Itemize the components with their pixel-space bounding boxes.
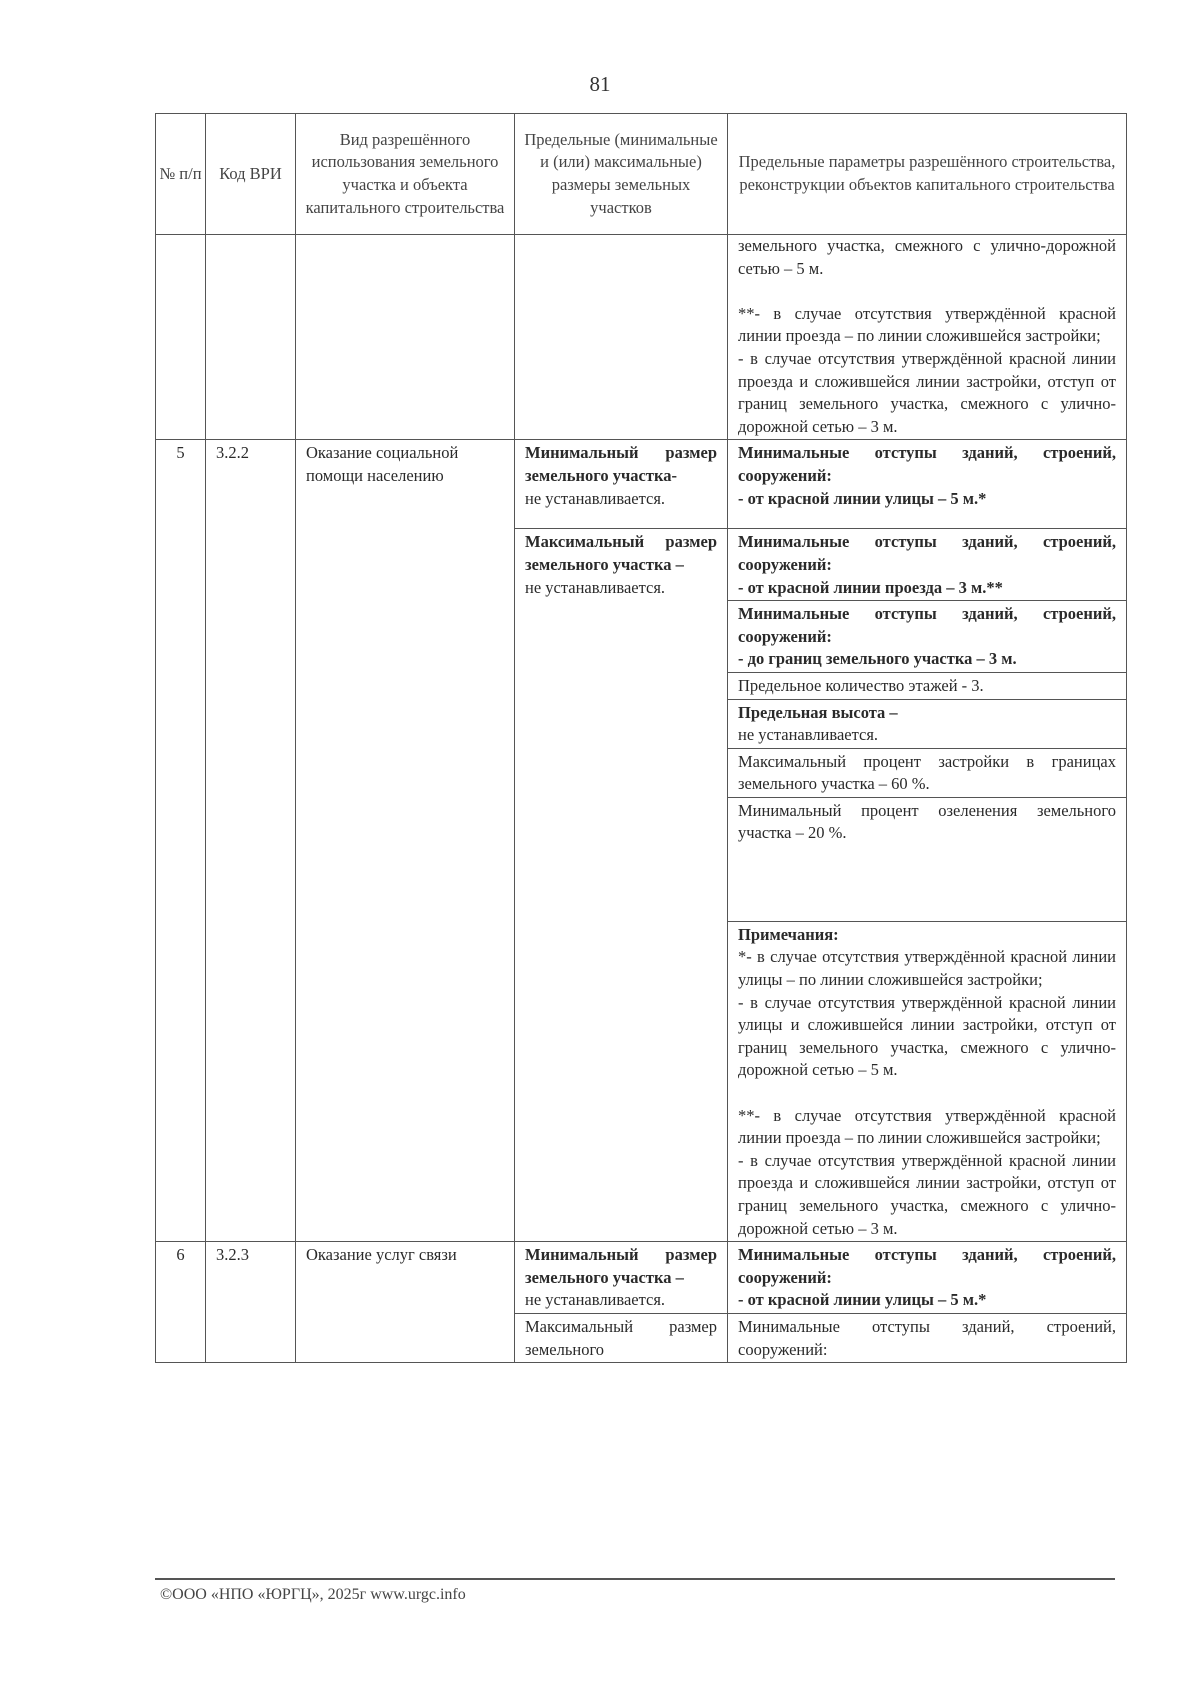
param-height [728, 699, 1127, 748]
header-parameters: Предельные параметры разрешённого строительства, реконструкции объектов капитального строительства [728, 114, 1127, 235]
note-text: - в случае отсутствия утверждённой красной линии проезда и сложившейся линии застройки, отступ от границ земельного участка, смежного с улично-дорожной сетью – 3 м. [738, 348, 1116, 436]
param-greenery-percent: Минимальный процент озеленения земельного участка – 20 %. [728, 797, 1127, 921]
param-line: - от красной линии улицы – 5 м.* [738, 1290, 987, 1310]
param-setback-street [728, 1242, 1127, 1314]
param-title: Минимальные отступы зданий, строений, сооружений: [738, 1245, 1116, 1287]
cell-empty [296, 235, 515, 440]
param-setback-street [728, 440, 1127, 529]
cell-empty [515, 235, 728, 440]
header-num: № п/п [156, 114, 206, 235]
min-size-value: не устанавливается. [525, 1290, 666, 1310]
regulations-table [155, 113, 1127, 1363]
param-line: - от красной линии улицы – 5 м.* [738, 488, 987, 508]
param-title: Предельная высота – [738, 702, 898, 722]
header-code: Код ВРИ [206, 114, 296, 235]
note-text: - в случае отсутствия утверждённой красной линии проезда и сложившейся линии застройки, отступ от границ земельного участка, смежного с улично-дорожной сетью – 3 м. [738, 1150, 1116, 1238]
max-plot-size: Максимальный размер земельного [515, 1313, 728, 1362]
row-code: 3.2.3 [206, 1242, 296, 1363]
row-use-name: Оказание социальной помощи населению [296, 440, 515, 1242]
note-text: **- в случае отсутствия утверждённой красной линии проезда – по линии сложившейся застройки; [738, 1105, 1116, 1148]
table-row [156, 440, 1127, 529]
note-text: земельного участка, смежного с улично-дорожной сетью – 5 м. [738, 236, 1116, 278]
table-header-row [156, 114, 1127, 235]
min-plot-size [515, 1242, 728, 1314]
footer-divider [155, 1578, 1115, 1580]
param-setback-passage [728, 529, 1127, 601]
max-size-value: не устанавливается. [525, 577, 666, 597]
row-num: 5 [156, 440, 206, 1242]
note-text: **- в случае отсутствия утверждённой красной линии проезда – по линии сложившейся застройки; [738, 303, 1116, 346]
notes-title: Примечания: [738, 924, 839, 944]
note-text: *- в случае отсутствия утверждённой красной линии улицы – по линии сложившейся застройки; [738, 947, 1116, 990]
cell-empty [156, 235, 206, 440]
table-row [156, 1242, 1127, 1314]
param-title: Минимальные отступы зданий, строений, сооружений: [738, 443, 1116, 485]
header-plot-size: Предельные (минимальные и (или) максимальные) размеры земельных участков [515, 114, 728, 235]
row-num: 6 [156, 1242, 206, 1363]
param-setback-title: Минимальные отступы зданий, строений, сооружений: [728, 1313, 1127, 1362]
footer-copyright: ©ООО «НПО «ЮРГЦ», 2025г www.urgc.info [160, 1586, 466, 1603]
row-code: 3.2.2 [206, 440, 296, 1242]
param-building-percent: Максимальный процент застройки в границах земельного участка – 60 %. [728, 748, 1127, 797]
min-size-title: Минимальный размер земельного участка – [525, 1245, 717, 1287]
param-title: Минимальные отступы зданий, строений, сооружений: [738, 604, 1116, 646]
max-plot-size [515, 529, 728, 1242]
page-number: 81 [589, 72, 611, 96]
note-text: - в случае отсутствия утверждённой красной линии улицы и сложившейся линии застройки, отступ от границ земельного участка, смежного с улично-дорожной сетью – 5 м. [738, 992, 1116, 1080]
min-size-value: не устанавливается. [525, 488, 666, 508]
param-floors: Предельное количество этажей - 3. [728, 672, 1127, 699]
notes-cell [728, 921, 1127, 1241]
param-title: Минимальные отступы зданий, строений, сооружений: [738, 532, 1116, 574]
param-line: - от красной линии проезда – 3 м.** [738, 577, 1003, 597]
param-line: - до границ земельного участка – 3 м. [738, 649, 1017, 669]
min-plot-size [515, 440, 728, 529]
row-use-name: Оказание услуг связи [296, 1242, 515, 1363]
table-row [156, 235, 1127, 440]
param-value: не устанавливается. [738, 725, 879, 745]
header-use-type: Вид разрешённого использования земельного участка и объекта капитального строительства [296, 114, 515, 235]
min-size-title: Минимальный размер земельного участка- [525, 443, 717, 485]
max-size-title: Максимальный размер земельного участка – [525, 532, 717, 574]
param-setback-boundary [728, 601, 1127, 673]
cell-empty [206, 235, 296, 440]
cell-continuation-notes [728, 235, 1127, 440]
